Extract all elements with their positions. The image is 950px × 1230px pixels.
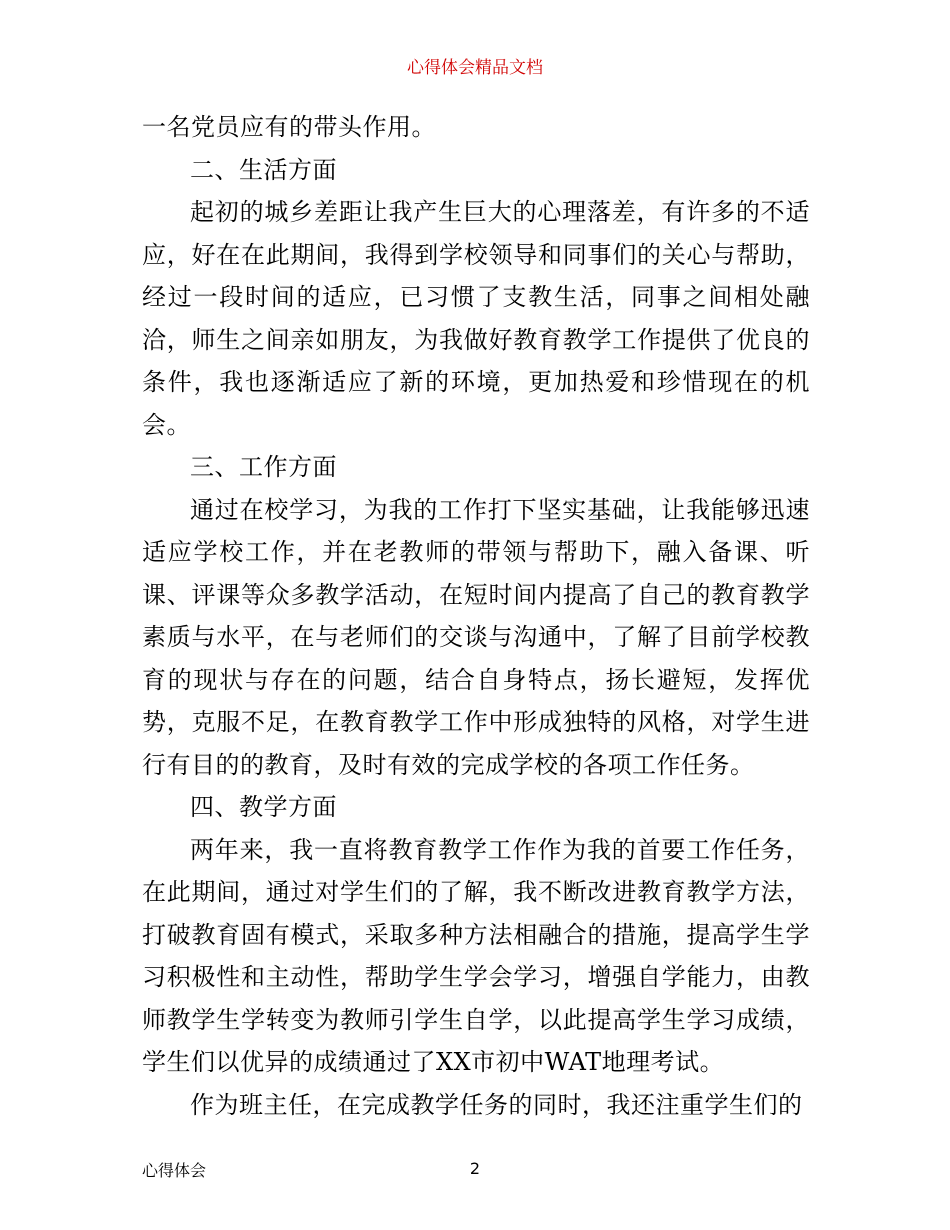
section-heading-work: 三、工作方面 (190, 453, 337, 481)
paragraph-life: 起初的城乡差距让我产生巨大的心理落差，有许多的不适应，好在在此期间，我得到学校领导和同事们的关心与帮助，经过一段时间的适应，已习惯了支教生活，同事之间相处融洽，师生之间亲如朋友，为我做好教育教学工作提供了优良的条件，我也逐渐适应了新的环境，更加热爱和珍惜现在的机会。 (142, 198, 810, 439)
paragraph-work: 通过在校学习，为我的工作打下坚实基础，让我能够迅速适应学校工作，并在老教师的带领与帮助下，融入备课、听课、评课等众多教学活动，在短时间内提高了自己的教育教学素质与水平，在与老师们的交谈与沟通中，了解了目前学校教育的现状与存在的问题，结合自身特点，扬长避短，发挥优势，克服不足，在教育教学工作中形成独特的风格，对学生进行有目的的教育，及时有效的完成学校的各项工作任务。 (142, 495, 810, 779)
document-body (142, 106, 810, 1126)
paragraph-class-teacher: 作为班主任，在完成教学任务的同时，我还注重学生们的 (190, 1090, 803, 1119)
section-heading-teaching: 四、教学方面 (190, 793, 337, 821)
paragraph-teaching: 两年来，我一直将教育教学工作作为我的首要工作任务，在此期间，通过对学生们的了解，我不断改进教育教学方法，打破教育固有模式，采取多种方法相融合的措施，提高学生学习积极性和主动性，帮助学生学会学习，增强自学能力，由教师教学生学转变为教师引学生自学，以此提高学生学习成绩，学生们以优异的成绩通过了XX市初中WAT地理考试。 (142, 835, 810, 1076)
footer-label: 心得体会 (142, 1161, 207, 1180)
paragraph-continuation: 一名党员应有的带头作用。 (142, 113, 436, 141)
page-header-title: 心得体会精品文档 (407, 58, 543, 78)
page-number: 2 (469, 1159, 481, 1178)
section-heading-life: 二、生活方面 (190, 155, 337, 184)
